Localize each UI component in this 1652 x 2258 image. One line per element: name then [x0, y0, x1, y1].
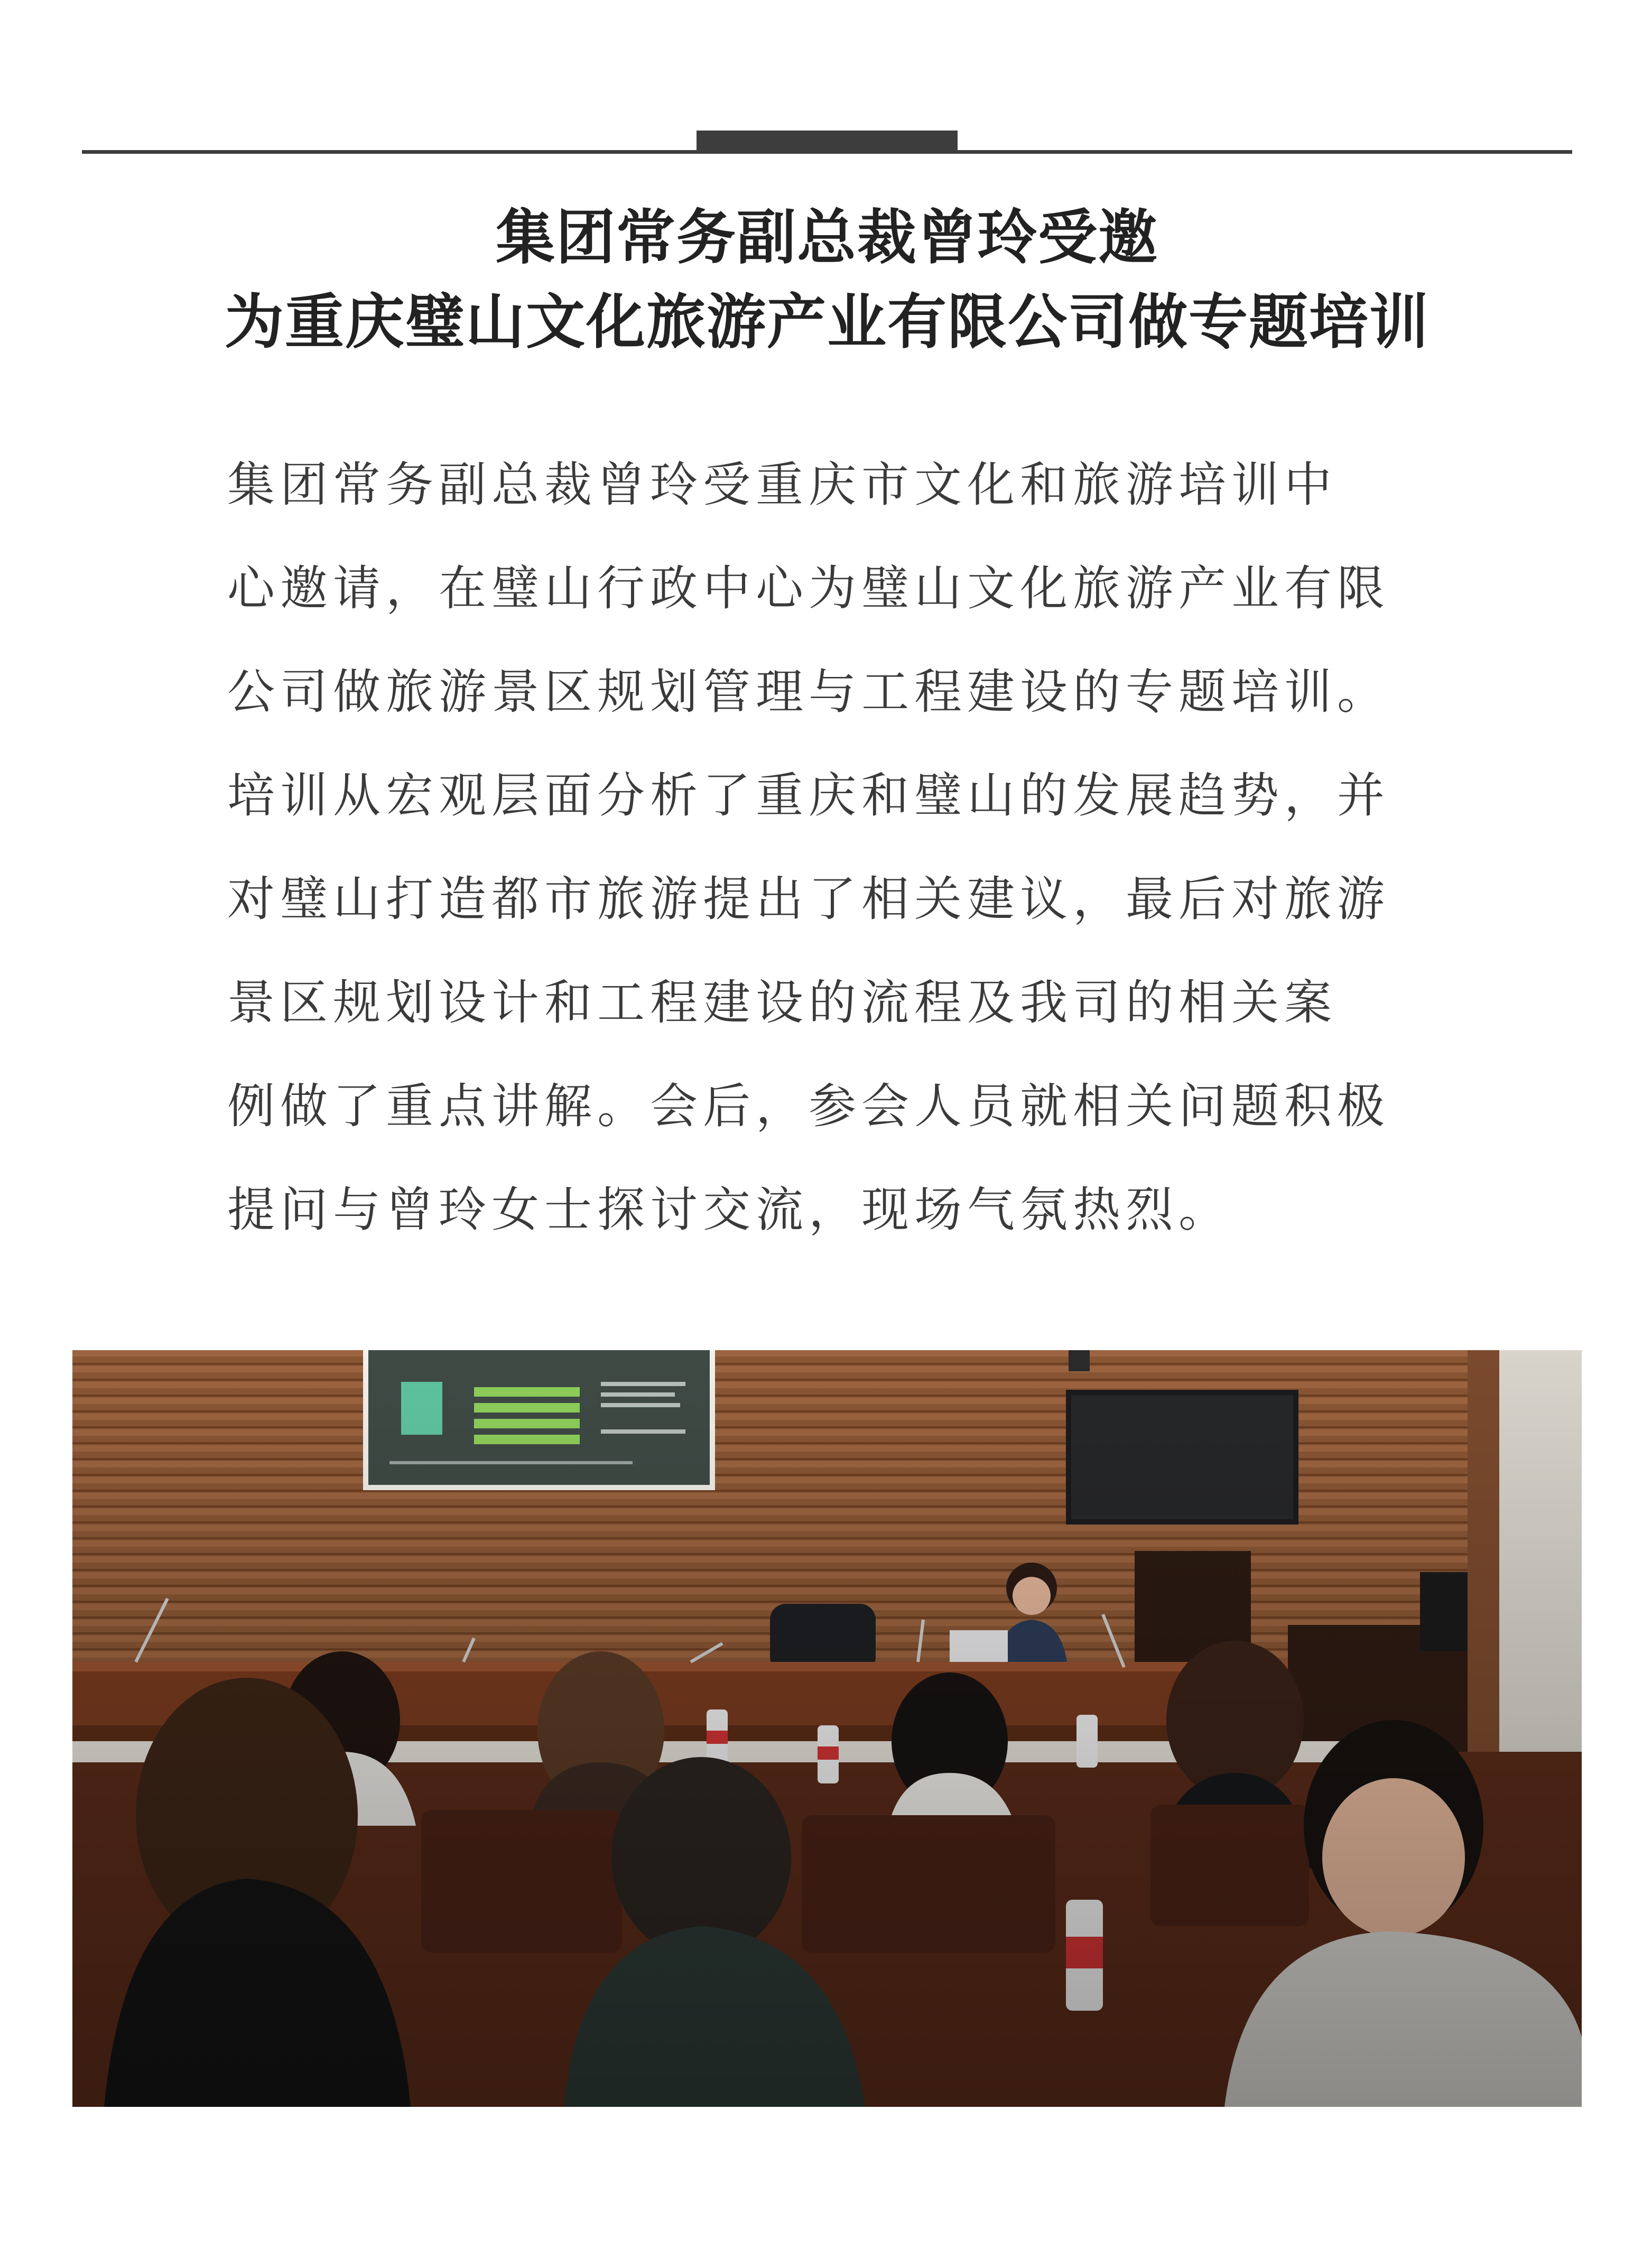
body-line-4: 培训从宏观层面分析了重庆和璧山的发展趋势，并	[227, 768, 1390, 823]
body-line-2: 心邀请，在璧山行政中心为璧山文化旅游产业有限	[227, 561, 1390, 616]
article-body	[227, 433, 1437, 1262]
title-line-2: 为重庆璧山文化旅游产业有限公司做专题培训	[225, 288, 1430, 357]
training-session-photo	[72, 1350, 1582, 2107]
header-rule-accent-block	[697, 131, 958, 154]
body-line-8: 提问与曾玲女士探讨交流，现场气氛热烈。	[227, 1182, 1231, 1238]
body-line-7: 例做了重点讲解。会后，参会人员就相关问题积极	[227, 1079, 1390, 1134]
body-line-3: 公司做旅游景区规划管理与工程建设的专题培训。	[227, 664, 1390, 720]
body-line-1: 集团常务副总裁曾玲受重庆市文化和旅游培训中	[227, 457, 1337, 513]
body-line-6: 景区规划设计和工程建设的流程及我司的相关案	[227, 975, 1337, 1030]
body-line-5: 对璧山打造都市旅游提出了相关建议，最后对旅游	[227, 871, 1390, 927]
title-line-1: 集团常务副总裁曾玲受邀	[496, 203, 1158, 272]
article-title	[82, 196, 1572, 365]
